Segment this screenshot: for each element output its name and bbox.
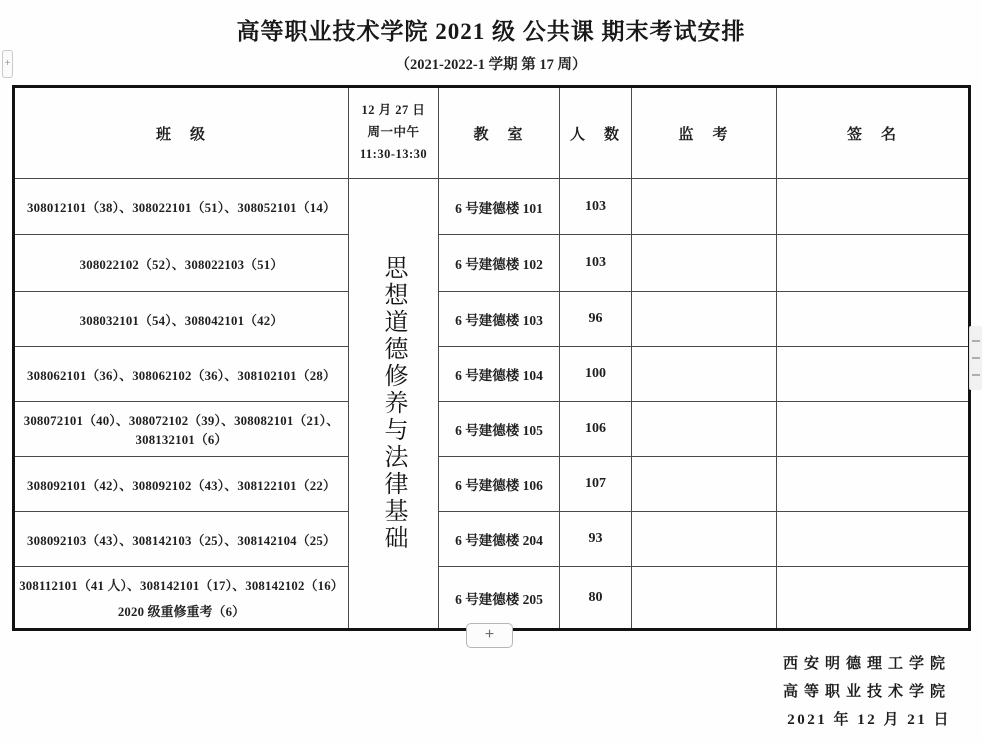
- datetime-column-header: [349, 87, 439, 179]
- class-list-cell: 308092101（42）、308092102（43）、308122101（22）: [14, 457, 349, 512]
- count-cell: 93: [560, 512, 632, 567]
- signature-column-header: 签 名: [777, 87, 970, 179]
- count-cell: 100: [560, 347, 632, 402]
- right-scrollbar-thumb[interactable]: [969, 326, 982, 390]
- count-cell: 103: [560, 179, 632, 235]
- table-row: [14, 179, 970, 235]
- room-cell: 6 号建德楼 103: [439, 292, 560, 347]
- table-row: [14, 347, 970, 402]
- proctor-cell: [632, 402, 777, 457]
- course-name-cell: [349, 179, 439, 630]
- count-cell: 107: [560, 457, 632, 512]
- exam-weekday: 周一中午: [367, 125, 420, 140]
- table-row: [14, 292, 970, 347]
- signature-cell: [777, 347, 970, 402]
- room-cell: 6 号建德楼 204: [439, 512, 560, 567]
- room-cell: 6 号建德楼 205: [439, 567, 560, 630]
- proctor-cell: [632, 567, 777, 630]
- page-subtitle: （2021-2022-1 学期 第 17 周）: [395, 57, 587, 73]
- room-cell: 6 号建德楼 104: [439, 347, 560, 402]
- count-cell: 80: [560, 567, 632, 630]
- count-cell: 106: [560, 402, 632, 457]
- course-name: 思想道德修养与法律基础: [380, 255, 406, 552]
- count-cell: 96: [560, 292, 632, 347]
- scrollbar-grip-line: [972, 340, 980, 342]
- exam-date: 12 月 27 日: [361, 103, 426, 118]
- signature-cell: [777, 235, 970, 292]
- proctor-cell: [632, 457, 777, 512]
- room-cell: 6 号建德楼 102: [439, 235, 560, 292]
- proctor-cell: [632, 179, 777, 235]
- class-list-cell: 308072101（40）、308072102（39）、308082101（21）、308132101（6）: [14, 402, 349, 457]
- page-title: 高等职业技术学院 2021 级 公共课 期末考试安排: [236, 19, 746, 44]
- proctor-cell: [632, 347, 777, 402]
- class-list-cell: 308032101（54）、308042101（42）: [14, 292, 349, 347]
- proctor-cell: [632, 292, 777, 347]
- class-list-cell: 308092103（43）、308142103（25）、308142104（25）: [14, 512, 349, 567]
- exam-schedule-table: [12, 85, 971, 631]
- table-header-row: [14, 87, 970, 179]
- signature-cell: [777, 402, 970, 457]
- class-list-line2: 2020 级重修重考（6）: [117, 605, 246, 619]
- signature-cell: [777, 457, 970, 512]
- footer-issue-date: 2021 年 12 月 21 日: [787, 712, 951, 728]
- room-cell: 6 号建德楼 106: [439, 457, 560, 512]
- proctor-cell: [632, 235, 777, 292]
- left-resize-handle[interactable]: +: [2, 50, 13, 78]
- class-list-cell: 308022102（52）、308022103（51）: [14, 235, 349, 292]
- table-row: [14, 457, 970, 512]
- add-row-button[interactable]: +: [466, 623, 513, 648]
- class-list-cell: [14, 567, 349, 630]
- room-column-header: 教 室: [439, 87, 560, 179]
- class-column-header: 班 级: [14, 87, 349, 179]
- footer-college-name: 高等职业技术学院: [782, 684, 951, 700]
- signature-footer: [783, 650, 951, 734]
- proctor-cell: [632, 512, 777, 567]
- table-row: [14, 567, 970, 630]
- signature-cell: [777, 292, 970, 347]
- class-list-cell: 308012101（38）、308022101（51）、308052101（14）: [14, 179, 349, 235]
- signature-cell: [777, 567, 970, 630]
- table-row: [14, 402, 970, 457]
- count-column-header: 人 数: [560, 87, 632, 179]
- table-row: [14, 235, 970, 292]
- class-list-cell: 308062101（36）、308062102（36）、308102101（28）: [14, 347, 349, 402]
- scrollbar-grip-line: [972, 374, 980, 376]
- signature-cell: [777, 512, 970, 567]
- table-row: [14, 512, 970, 567]
- room-cell: 6 号建德楼 105: [439, 402, 560, 457]
- footer-university-name: 西安明德理工学院: [782, 656, 951, 672]
- proctor-column-header: 监 考: [632, 87, 777, 179]
- scrollbar-grip-line: [972, 357, 980, 359]
- exam-time: 11:30-13:30: [359, 146, 428, 161]
- signature-cell: [777, 179, 970, 235]
- count-cell: 103: [560, 235, 632, 292]
- room-cell: 6 号建德楼 101: [439, 179, 560, 235]
- class-list-line1: 308112101（41 人）、308142101（17）、308142102（16）: [19, 579, 344, 593]
